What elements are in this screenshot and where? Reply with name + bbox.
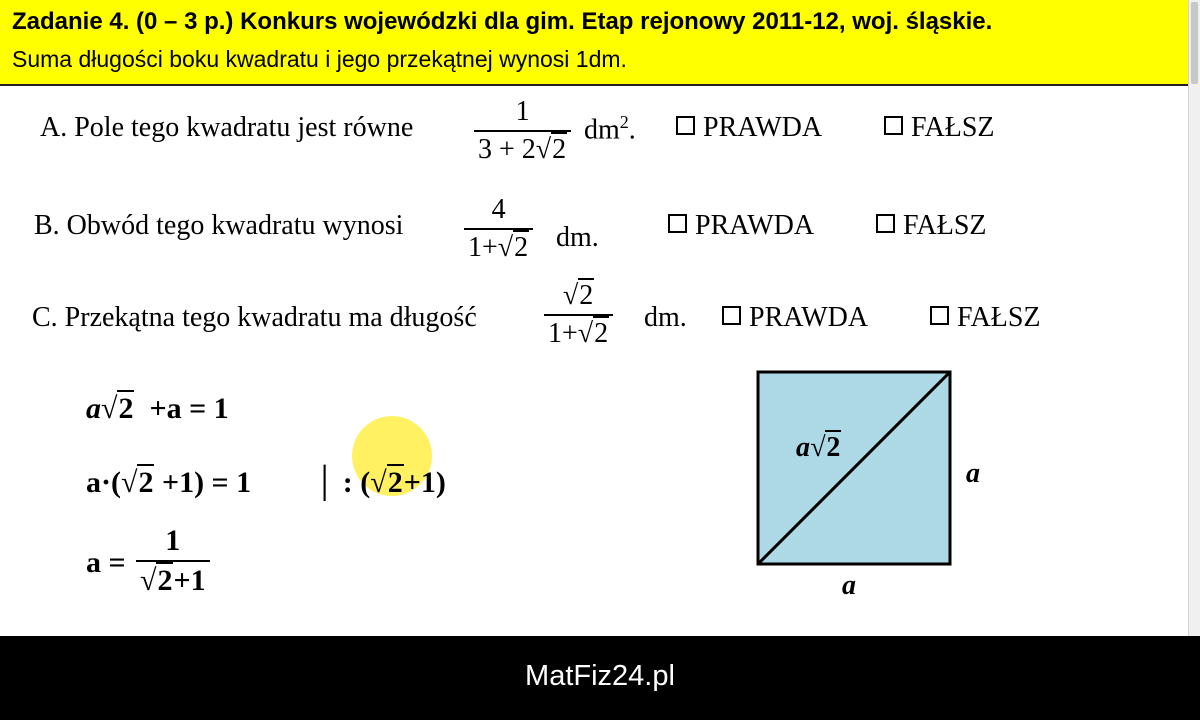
statement-b-false-option[interactable] [876,210,987,242]
statement-a-fraction [474,96,571,166]
site-name: MatFiz24.pl [525,660,675,692]
eq2-div-rad: 2 [387,466,403,499]
eq2-rad: 2 [138,466,154,499]
eq2-div-end: +1) [403,466,446,499]
eq3-den-post: +1 [173,564,206,597]
statement-a-false-option[interactable] [884,112,995,144]
frac-b-den-pre: 1+ [468,232,498,263]
statement-b-unit: dm. [556,222,599,253]
eq2-rest: +1) = 1 [161,466,252,499]
eq3-num: 1 [165,524,181,557]
label-b-false: FAŁSZ [903,210,987,241]
frac-c-num: √2 [562,280,594,311]
frac-a-den: 3 + 2√2 [478,134,567,165]
frac-c-den: 1+√2 [548,318,609,349]
statement-c-text: C. Przekątna tego kwadratu ma długość [32,302,477,333]
side-label-bottom: a [842,570,856,601]
diag-a: a [796,432,810,463]
label-c-true: PRAWDA [749,302,869,333]
vertical-scrollbar[interactable] [1188,0,1200,636]
statement-a-true-option[interactable] [676,112,822,144]
statement-c-true-option[interactable] [722,302,868,334]
frac-b-den: 1+√2 [468,232,529,263]
label-a-true: PRAWDA [703,112,823,143]
label-a-false: FAŁSZ [911,112,995,143]
statement-c-fraction [544,280,613,350]
eq1-rest: +a = 1 [149,392,229,425]
square-diagram [750,364,960,574]
statement-b-true-option[interactable] [668,210,814,242]
frac-b-num: 4 [491,194,506,225]
label-b-true: PRAWDA [695,210,815,241]
equation-line-2-divisor: │ : (√2+1) [314,466,446,499]
unit-a: dm [584,114,620,146]
statement-b-fraction [464,194,533,264]
label-c-false: FAŁSZ [957,302,1041,333]
frac-c-num-rad: 2 [579,280,594,311]
scrollbar-thumb[interactable] [1191,2,1198,84]
side-label-right: a [966,458,980,489]
task-header [0,0,1188,86]
statement-a-unit [584,112,636,146]
equation-line-3-fraction [136,524,210,598]
equation-line-2: a·(√2 +1) = 1 [86,466,252,499]
frac-a-num: 1 [515,96,530,127]
checkbox-b-true[interactable] [668,214,687,233]
task-subtitle: Suma długości boku kwadratu i jego przekątnej wynosi 1dm. [12,46,627,72]
footer-bar [0,636,1200,720]
eq3-den-rad: 2 [157,564,173,597]
equation-line-3-lhs: a = [86,546,126,579]
checkbox-a-true[interactable] [676,116,695,135]
checkbox-a-false[interactable] [884,116,903,135]
eq3-den: √2+1 [140,564,206,597]
statement-a-text: A. Pole tego kwadratu jest równe [40,112,414,143]
frac-c-den-pre: 1+ [548,318,578,349]
diag-rad: 2 [826,432,841,463]
frac-a-den-rad: 2 [552,134,567,165]
eq1-rad: 2 [118,392,134,425]
frac-a-den-pre: 3 + 2 [478,134,536,165]
diagonal-label: a√2 [796,432,841,463]
checkbox-c-true[interactable] [722,306,741,325]
checkbox-c-false[interactable] [930,306,949,325]
statement-c-false-option[interactable] [930,302,1041,334]
statement-c-unit: dm. [644,302,687,333]
eq2-a: a·( [86,466,121,499]
unit-a-exp: 2 [619,112,629,132]
eq1-a: a [86,392,101,425]
frac-b-den-rad: 2 [514,232,529,263]
frac-c-den-rad: 2 [594,318,609,349]
equation-line-1: a√2 +a = 1 [86,392,229,425]
unit-a-end: . [628,114,636,146]
checkbox-b-false[interactable] [876,214,895,233]
task-title: Zadanie 4. (0 – 3 p.) Konkurs wojewódzki dla gim. Etap rejonowy 2011-12, woj. śląskie. [12,8,993,35]
statement-b-text: B. Obwód tego kwadratu wynosi [34,210,404,241]
eq2-div: │ : ( [314,466,371,499]
